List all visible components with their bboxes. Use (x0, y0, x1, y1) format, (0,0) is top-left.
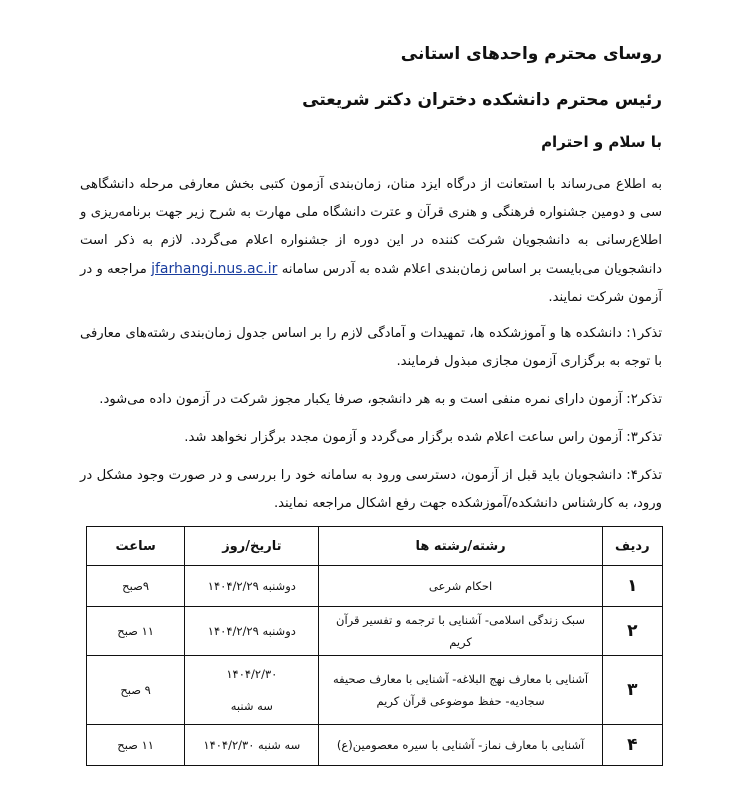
table-row (87, 656, 663, 725)
table-row (87, 725, 663, 766)
row-course: آشنایی با معارف نماز- آشنایی با سیره معصومین(ع) (319, 725, 602, 766)
intro-paragraph (80, 171, 662, 312)
recipient-line-2: رئیس محترم دانشکده دختران دکتر شریعتی (302, 90, 662, 110)
row-date (185, 656, 319, 725)
greeting: با سلام و احترام (541, 133, 662, 151)
row-number: ۲ (602, 607, 662, 656)
row-number: ۳ (602, 656, 662, 725)
row-date: دوشنبه ۱۴۰۴/۲/۲۹ (185, 566, 319, 607)
row-course: سبک زندگی اسلامی- آشنایی با ترجمه و تفسیر قرآن کریم (319, 607, 602, 656)
note-4: تذکر۴: دانشجویان باید قبل از آزمون، دسترسی ورود به سامانه خود را بررسی و در صورت وجود مشکل در ورود، به کارشناس دانشکده/آموزشکده جهت رفع اشکال مراجعه نمایند. (80, 468, 662, 511)
header-date: تاریخ/روز (185, 527, 319, 566)
row-time: ۹ صبح (87, 656, 185, 725)
note-2: تذکر۲: آزمون دارای نمره منفی است و به هر دانشجو، صرفا یکبار مجوز شرکت در آزمون داده می‌شود. (99, 392, 662, 407)
note-1: تذکر۱: دانشکده ها و آموزشکده ها، تمهیدات و آمادگی لازم را بر اساس جدول زمان‌بندی رشته‌های معارفی با توجه به برگزاری آزمون مجازی مبذول فرمایند. (80, 326, 662, 369)
table-header-row (87, 527, 663, 566)
row-date: سه شنبه ۱۴۰۴/۲/۳۰ (185, 725, 319, 766)
row-course: آشنایی با معارف نهج البلاغه- آشنایی با معارف صحیفه سجادیه- حفظ موضوعی قرآن کریم (319, 656, 602, 725)
intro-text: به اطلاع می‌رساند با استعانت از درگاه ایزد منان، زمان‌بندی آزمون کتبی بخش معارفی مرحله دانشگاهی سی و دومین جشنواره فرهنگی و هنری قرآن و عترت دانشگاه ملی مهارت به شرح زیر جهت برنامه‌ریزی و اطلاع‌رسانی به دانشجویان شرکت کننده در این دوره از جشنواره اعلام می‌گردد. لازم به ذکر است دانشجویان می‌بایست بر اساس زمان‌بندی اعلام شده به آدرس سامانه (80, 177, 662, 277)
row-date: دوشنبه ۱۴۰۴/۲/۲۹ (185, 607, 319, 656)
exam-schedule-table (86, 526, 663, 766)
table-row (87, 566, 663, 607)
header-course: رشته/رشته ها (319, 527, 602, 566)
row-number: ۴ (602, 725, 662, 766)
row-number: ۱ (602, 566, 662, 607)
header-row-number: ردیف (602, 527, 662, 566)
intro-text-end: مراجعه و در آزمون شرکت نمایند. (80, 262, 662, 305)
system-address-link[interactable]: jfarhangi.nus.ac.ir (151, 261, 278, 277)
recipient-line-1: روسای محترم واحدهای استانی (400, 44, 662, 64)
row-time: ۱۱ صبح (87, 607, 185, 656)
table-row (87, 607, 663, 656)
note-3: تذکر۳: آزمون راس ساعت اعلام شده برگزار می‌گردد و آزمون مجدد برگزار نخواهد شد. (184, 430, 662, 445)
row-day-value: سه شنبه (230, 699, 273, 713)
header-time: ساعت (87, 527, 185, 566)
row-time: ۱۱ صبح (87, 725, 185, 766)
row-date-value: ۱۴۰۴/۲/۳۰ (226, 667, 278, 681)
row-course: احکام شرعی (319, 566, 602, 607)
row-time: ۹صبح (87, 566, 185, 607)
